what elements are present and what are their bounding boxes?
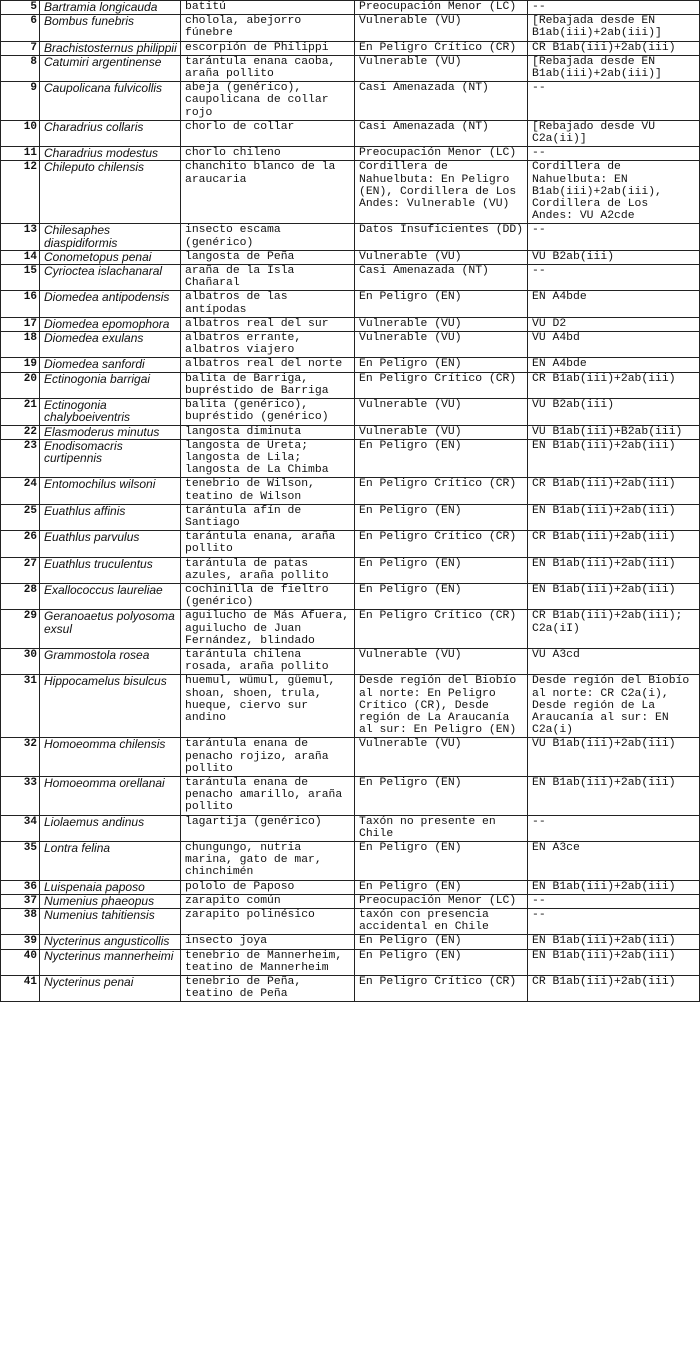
conservation-status: Preocupación Menor (LC)	[355, 147, 528, 161]
row-number: 41	[1, 976, 40, 1002]
table-row	[1, 55, 700, 81]
species-name: Diomedea epomophora	[40, 317, 181, 331]
table-row	[1, 894, 700, 908]
table-row	[1, 161, 700, 224]
row-number: 26	[1, 531, 40, 557]
species-name: Euathlus affinis	[40, 504, 181, 530]
conservation-status: En Peligro Crítico (CR)	[355, 531, 528, 557]
conservation-status: Vulnerable (VU)	[355, 399, 528, 425]
iucn-criteria: CR B1ab(iii)+2ab(iii); C2a(iI)	[528, 610, 700, 649]
iucn-criteria: [Rebajado desde VU C2a(ii)]	[528, 120, 700, 146]
common-name: pololo de Paposo	[181, 880, 355, 894]
conservation-status: Casi Amenazada (NT)	[355, 120, 528, 146]
row-number: 19	[1, 358, 40, 372]
iucn-criteria: CR B1ab(iii)+2ab(iii)	[528, 976, 700, 1002]
species-name: Charadrius collaris	[40, 120, 181, 146]
table-row	[1, 738, 700, 777]
row-number: 16	[1, 291, 40, 317]
iucn-criteria: --	[528, 147, 700, 161]
species-name: Bartramia longicauda	[40, 1, 181, 15]
row-number: 27	[1, 557, 40, 583]
species-name: Nycterinus penai	[40, 976, 181, 1002]
common-name: lagartija (genérico)	[181, 815, 355, 841]
species-name: Numenius phaeopus	[40, 894, 181, 908]
iucn-criteria: CR B1ab(iii)+2ab(iii)	[528, 531, 700, 557]
conservation-status: Preocupación Menor (LC)	[355, 894, 528, 908]
iucn-criteria: EN B1ab(iii)+2ab(iii)	[528, 949, 700, 975]
common-name: albatros de las antípodas	[181, 291, 355, 317]
species-name: Euathlus truculentus	[40, 557, 181, 583]
species-name: Geranoaetus polyosoma exsul	[40, 610, 181, 649]
table-row	[1, 610, 700, 649]
iucn-criteria: VU A3cd	[528, 648, 700, 674]
species-name: Catumiri argentinense	[40, 55, 181, 81]
table-row	[1, 372, 700, 398]
table-row	[1, 880, 700, 894]
species-name: Nycterinus angusticollis	[40, 935, 181, 949]
conservation-status: Vulnerable (VU)	[355, 15, 528, 41]
conservation-status: En Peligro (EN)	[355, 439, 528, 478]
table-row	[1, 332, 700, 358]
conservation-status: Casi Amenazada (NT)	[355, 265, 528, 291]
table-row	[1, 147, 700, 161]
conservation-status: Vulnerable (VU)	[355, 425, 528, 439]
common-name: tarántula afín de Santiago	[181, 504, 355, 530]
row-number: 14	[1, 250, 40, 264]
row-number: 37	[1, 894, 40, 908]
common-name: chanchito blanco de la araucaria	[181, 161, 355, 224]
row-number: 29	[1, 610, 40, 649]
conservation-status: En Peligro (EN)	[355, 291, 528, 317]
species-name: Chileputo chilensis	[40, 161, 181, 224]
species-name: Homoeomma orellanai	[40, 776, 181, 815]
iucn-criteria: --	[528, 894, 700, 908]
conservation-status: En Peligro Crítico (CR)	[355, 610, 528, 649]
conservation-status: Vulnerable (VU)	[355, 648, 528, 674]
iucn-criteria: --	[528, 1, 700, 15]
species-name: Euathlus parvulus	[40, 531, 181, 557]
iucn-criteria: VU B2ab(iii)	[528, 399, 700, 425]
row-number: 22	[1, 425, 40, 439]
table-row	[1, 815, 700, 841]
species-name: Liolaemus andinus	[40, 815, 181, 841]
row-number: 33	[1, 776, 40, 815]
table-row	[1, 1, 700, 15]
row-number: 13	[1, 224, 40, 250]
common-name: chungungo, nutria marina, gato de mar, chinchimén	[181, 842, 355, 881]
species-name: Brachistosternus philippii	[40, 41, 181, 55]
conservation-status: Vulnerable (VU)	[355, 738, 528, 777]
iucn-criteria: EN B1ab(iii)+2ab(iii)	[528, 504, 700, 530]
conservation-status: Datos Insuficientes (DD)	[355, 224, 528, 250]
common-name: chorlo chileno	[181, 147, 355, 161]
row-number: 5	[1, 1, 40, 15]
common-name: tenebrio de Peña, teatino de Peña	[181, 976, 355, 1002]
conservation-status: En Peligro Crítico (CR)	[355, 976, 528, 1002]
species-name: Homoeomma chilensis	[40, 738, 181, 777]
conservation-status: En Peligro (EN)	[355, 842, 528, 881]
conservation-status: Cordillera de Nahuelbuta: En Peligro (EN), Cordillera de Los Andes: Vulnerable (VU)	[355, 161, 528, 224]
table-row	[1, 909, 700, 935]
row-number: 36	[1, 880, 40, 894]
common-name: albatros real del sur	[181, 317, 355, 331]
common-name: tarántula chilena rosada, araña pollito	[181, 648, 355, 674]
conservation-status: Vulnerable (VU)	[355, 332, 528, 358]
common-name: langosta de Ureta; langosta de Lila; langosta de La Chimba	[181, 439, 355, 478]
common-name: tarántula de patas azules, araña pollito	[181, 557, 355, 583]
row-number: 34	[1, 815, 40, 841]
common-name: insecto joya	[181, 935, 355, 949]
row-number: 7	[1, 41, 40, 55]
iucn-criteria: VU B2ab(iii)	[528, 250, 700, 264]
table-row	[1, 399, 700, 425]
row-number: 38	[1, 909, 40, 935]
species-name: Caupolicana fulvicollis	[40, 82, 181, 121]
row-number: 28	[1, 583, 40, 609]
row-number: 11	[1, 147, 40, 161]
row-number: 31	[1, 675, 40, 738]
table-row	[1, 224, 700, 250]
species-name: Enodisomacris curtipennis	[40, 439, 181, 478]
table-row	[1, 648, 700, 674]
common-name: zarapito común	[181, 894, 355, 908]
table-row	[1, 935, 700, 949]
iucn-criteria: EN B1ab(iii)+2ab(iii)	[528, 935, 700, 949]
row-number: 18	[1, 332, 40, 358]
species-name: Bombus funebris	[40, 15, 181, 41]
iucn-criteria: [Rebajada desde EN B1ab(iii)+2ab(iii)]	[528, 15, 700, 41]
table-row	[1, 439, 700, 478]
common-name: insecto escama (genérico)	[181, 224, 355, 250]
table-row	[1, 776, 700, 815]
table-row	[1, 358, 700, 372]
conservation-status: En Peligro Crítico (CR)	[355, 41, 528, 55]
row-number: 35	[1, 842, 40, 881]
row-number: 30	[1, 648, 40, 674]
conservation-status: Desde región del Biobío al norte: En Peligro Crítico (CR), Desde región de La Araucanía al sur: En Peligro (EN)	[355, 675, 528, 738]
common-name: balita (genérico), bupréstido (genérico)	[181, 399, 355, 425]
iucn-criteria: EN A4bde	[528, 358, 700, 372]
iucn-criteria: [Rebajada desde EN B1ab(iii)+2ab(iii)]	[528, 55, 700, 81]
common-name: albatros errante, albatros viajero	[181, 332, 355, 358]
species-name: Luispenaia paposo	[40, 880, 181, 894]
table-row	[1, 675, 700, 738]
iucn-criteria: EN B1ab(iii)+2ab(iii)	[528, 776, 700, 815]
conservation-status: taxón con presencia accidental en Chile	[355, 909, 528, 935]
common-name: tarántula enana de penacho rojizo, araña pollito	[181, 738, 355, 777]
table-row	[1, 504, 700, 530]
iucn-criteria: --	[528, 265, 700, 291]
species-name: Ectinogonia chalyboeiventris	[40, 399, 181, 425]
row-number: 21	[1, 399, 40, 425]
row-number: 24	[1, 478, 40, 504]
species-name: Lontra felina	[40, 842, 181, 881]
common-name: langosta diminuta	[181, 425, 355, 439]
common-name: cochinilla de fieltro (genérico)	[181, 583, 355, 609]
table-row	[1, 949, 700, 975]
conservation-status: En Peligro Crítico (CR)	[355, 478, 528, 504]
species-name: Grammostola rosea	[40, 648, 181, 674]
species-name: Hippocamelus bisulcus	[40, 675, 181, 738]
common-name: tenebrio de Mannerheim, teatino de Mannerheim	[181, 949, 355, 975]
conservation-status: En Peligro (EN)	[355, 358, 528, 372]
common-name: abeja (genérico), caupolicana de collar rojo	[181, 82, 355, 121]
common-name: balita de Barriga, bupréstido de Barriga	[181, 372, 355, 398]
table-row	[1, 976, 700, 1002]
row-number: 20	[1, 372, 40, 398]
table-row	[1, 425, 700, 439]
row-number: 15	[1, 265, 40, 291]
table-row	[1, 317, 700, 331]
table-row	[1, 478, 700, 504]
iucn-criteria: CR B1ab(iii)+2ab(iii)	[528, 41, 700, 55]
row-number: 40	[1, 949, 40, 975]
iucn-criteria: VU A4bd	[528, 332, 700, 358]
conservation-status: Preocupación Menor (LC)	[355, 1, 528, 15]
table-row	[1, 250, 700, 264]
conservation-status: En Peligro (EN)	[355, 935, 528, 949]
row-number: 39	[1, 935, 40, 949]
table-row	[1, 82, 700, 121]
row-number: 10	[1, 120, 40, 146]
common-name: batitú	[181, 1, 355, 15]
species-name: Chilesaphes diaspidiformis	[40, 224, 181, 250]
iucn-criteria: VU B1ab(iii)+B2ab(iii)	[528, 425, 700, 439]
species-name: Cyrioctea islachanaral	[40, 265, 181, 291]
iucn-criteria: VU B1ab(iii)+2ab(iii)	[528, 738, 700, 777]
iucn-criteria: Cordillera de Nahuelbuta: EN B1ab(iii)+2ab(iii), Cordillera de Los Andes: VU A2cde	[528, 161, 700, 224]
table-row	[1, 265, 700, 291]
species-table-body	[1, 1, 700, 1002]
common-name: zarapito polinésico	[181, 909, 355, 935]
species-name: Diomedea exulans	[40, 332, 181, 358]
species-name: Diomedea antipodensis	[40, 291, 181, 317]
iucn-criteria: CR B1ab(iii)+2ab(iii)	[528, 478, 700, 504]
row-number: 6	[1, 15, 40, 41]
common-name: tenebrio de Wilson, teatino de Wilson	[181, 478, 355, 504]
table-row	[1, 557, 700, 583]
conservation-status: En Peligro (EN)	[355, 949, 528, 975]
table-row	[1, 291, 700, 317]
iucn-criteria: EN A4bde	[528, 291, 700, 317]
species-name: Entomochilus wilsoni	[40, 478, 181, 504]
common-name: escorpión de Philippi	[181, 41, 355, 55]
conservation-status: En Peligro (EN)	[355, 504, 528, 530]
iucn-criteria: CR B1ab(iii)+2ab(iii)	[528, 372, 700, 398]
row-number: 17	[1, 317, 40, 331]
conservation-status: En Peligro (EN)	[355, 776, 528, 815]
iucn-criteria: EN B1ab(iii)+2ab(iii)	[528, 583, 700, 609]
conservation-status: Vulnerable (VU)	[355, 250, 528, 264]
iucn-criteria: Desde región del Biobío al norte: CR C2a(i), Desde región de La Araucanía al sur: EN C2a(i)	[528, 675, 700, 738]
common-name: tarántula enana de penacho amarillo, araña pollito	[181, 776, 355, 815]
row-number: 8	[1, 55, 40, 81]
species-name: Ectinogonia barrigai	[40, 372, 181, 398]
conservation-status: En Peligro (EN)	[355, 557, 528, 583]
row-number: 25	[1, 504, 40, 530]
row-number: 9	[1, 82, 40, 121]
conservation-status: En Peligro Crítico (CR)	[355, 372, 528, 398]
table-row	[1, 41, 700, 55]
species-name: Elasmoderus minutus	[40, 425, 181, 439]
table-row	[1, 120, 700, 146]
common-name: tarántula enana, araña pollito	[181, 531, 355, 557]
iucn-criteria: --	[528, 82, 700, 121]
species-name: Diomedea sanfordi	[40, 358, 181, 372]
row-number: 12	[1, 161, 40, 224]
table-row	[1, 842, 700, 881]
species-name: Conometopus penai	[40, 250, 181, 264]
iucn-criteria: --	[528, 909, 700, 935]
common-name: cholola, abejorro fúnebre	[181, 15, 355, 41]
row-number: 32	[1, 738, 40, 777]
species-name: Exallococcus laureliae	[40, 583, 181, 609]
species-name: Nycterinus mannerheimi	[40, 949, 181, 975]
iucn-criteria: --	[528, 224, 700, 250]
conservation-status: En Peligro (EN)	[355, 880, 528, 894]
table-row	[1, 15, 700, 41]
common-name: chorlo de collar	[181, 120, 355, 146]
iucn-criteria: EN B1ab(iii)+2ab(iii)	[528, 880, 700, 894]
conservation-status: Vulnerable (VU)	[355, 317, 528, 331]
common-name: langosta de Peña	[181, 250, 355, 264]
conservation-status: Vulnerable (VU)	[355, 55, 528, 81]
common-name: tarántula enana caoba, araña pollito	[181, 55, 355, 81]
species-name: Numenius tahitiensis	[40, 909, 181, 935]
conservation-status: Casi Amenazada (NT)	[355, 82, 528, 121]
conservation-status: En Peligro (EN)	[355, 583, 528, 609]
species-name: Charadrius modestus	[40, 147, 181, 161]
iucn-criteria: EN B1ab(iii)+2ab(iii)	[528, 557, 700, 583]
common-name: albatros real del norte	[181, 358, 355, 372]
iucn-criteria: VU D2	[528, 317, 700, 331]
common-name: aguilucho de Más Afuera, aguilucho de Juan Fernández, blindado	[181, 610, 355, 649]
table-row	[1, 531, 700, 557]
row-number: 23	[1, 439, 40, 478]
table-row	[1, 583, 700, 609]
common-name: huemul, wümul, güemul, shoan, shoen, trula, hueque, ciervo sur andino	[181, 675, 355, 738]
common-name: araña de la Isla Chañaral	[181, 265, 355, 291]
iucn-criteria: EN B1ab(iii)+2ab(iii)	[528, 439, 700, 478]
iucn-criteria: --	[528, 815, 700, 841]
iucn-criteria: EN A3ce	[528, 842, 700, 881]
conservation-status: Taxón no presente en Chile	[355, 815, 528, 841]
